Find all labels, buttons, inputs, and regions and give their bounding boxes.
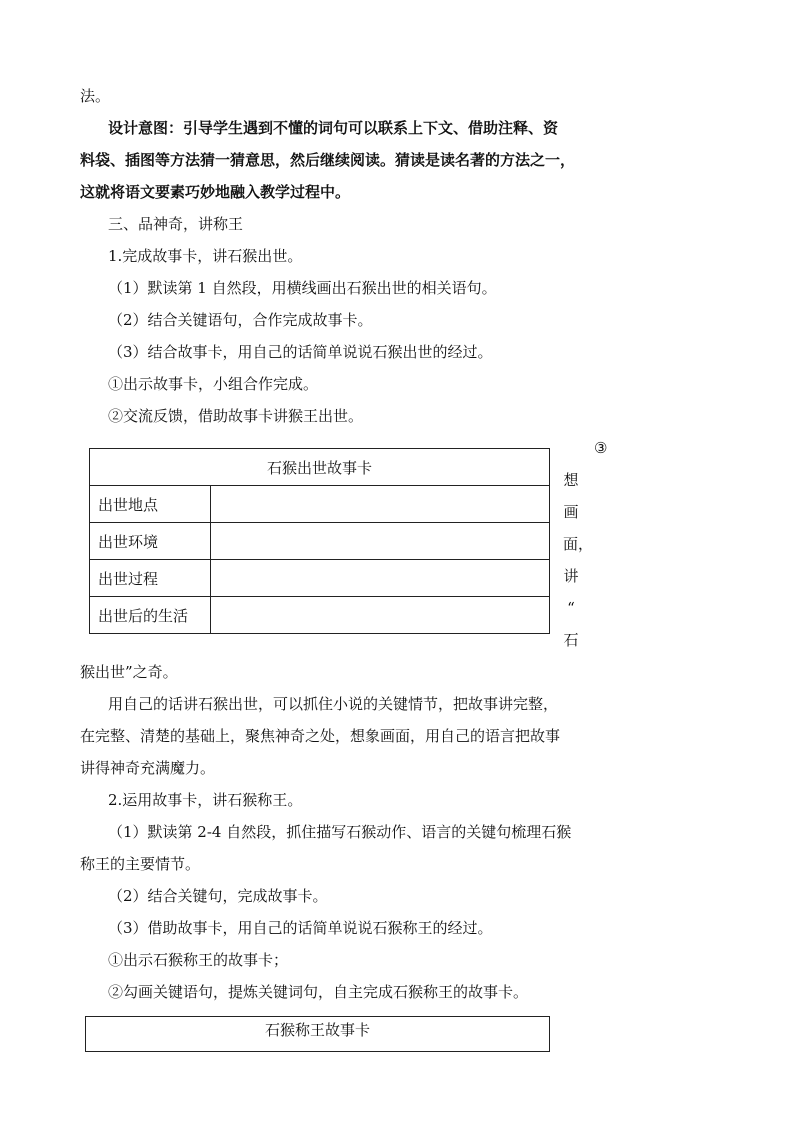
text-line: 2.运用故事卡，讲石猴称王。 bbox=[108, 791, 303, 809]
text-line: （2）结合关键语句，合作完成故事卡。 bbox=[108, 311, 373, 329]
text-line: ②勾画关键语句，提炼关键词句，自主完成石猴称王的故事卡。 bbox=[108, 983, 529, 1001]
row-label: 出世过程 bbox=[90, 560, 211, 597]
text-line: 在完整、清楚的基础上，聚焦神奇之处，想象画面，用自己的语言把故事 bbox=[80, 727, 561, 745]
blank-cell bbox=[211, 523, 550, 560]
text-line: ①出示故事卡，小组合作完成。 bbox=[108, 375, 319, 393]
text-line: 1.完成故事卡，讲石猴出世。 bbox=[108, 247, 303, 265]
text-line: 用自己的话讲石猴出世，可以抓住小说的关键情节，把故事讲完整， bbox=[108, 695, 559, 713]
blank-cell bbox=[211, 560, 550, 597]
table-row bbox=[90, 597, 550, 634]
text-line: 讲得神奇充满魔力。 bbox=[80, 759, 216, 777]
section-heading: 三、品神奇，讲称王 bbox=[108, 215, 244, 233]
side-char: 画 bbox=[563, 503, 579, 521]
text-line: （3）结合故事卡，用自己的话简单说说石猴出世的经过。 bbox=[108, 343, 493, 361]
side-char: 想 bbox=[563, 471, 579, 489]
row-label: 出世地点 bbox=[90, 486, 211, 523]
blank-cell bbox=[211, 597, 550, 634]
side-number: ③ bbox=[594, 439, 608, 457]
story-card-birth-table bbox=[89, 448, 550, 634]
side-char: 讲 bbox=[563, 567, 579, 585]
story-card-king-table bbox=[85, 1016, 550, 1052]
text-line: 猴出世”之奇。 bbox=[80, 663, 178, 681]
side-char: “ bbox=[567, 599, 575, 617]
text-line: 称王的主要情节。 bbox=[80, 855, 201, 873]
row-label: 出世环境 bbox=[90, 523, 211, 560]
text-line: （1）默读第 1 自然段，用横线画出石猴出世的相关语句。 bbox=[108, 279, 497, 297]
table-row bbox=[90, 523, 550, 560]
design-intent-line: 设计意图：引导学生遇到不懂的词句可以联系上下文、借助注释、资 bbox=[108, 119, 559, 137]
text-line: （1）默读第 2-4 自然段，抓住描写石猴动作、语言的关键句梳理石猴 bbox=[108, 823, 572, 841]
table-row bbox=[90, 560, 550, 597]
row-label: 出世后的生活 bbox=[90, 597, 211, 634]
side-char: 面， bbox=[563, 535, 594, 553]
side-char: 石 bbox=[563, 631, 579, 649]
text-line: 法。 bbox=[80, 87, 111, 105]
table-title: 石猴称王故事卡 bbox=[86, 1017, 550, 1052]
blank-cell bbox=[211, 486, 550, 523]
text-line: ①出示石猴称王的故事卡； bbox=[108, 951, 289, 969]
table-row bbox=[90, 486, 550, 523]
design-intent-line: 这就将语文要素巧妙地融入教学过程中。 bbox=[80, 183, 351, 201]
text-line: ②交流反馈，借助故事卡讲猴王出世。 bbox=[108, 407, 364, 425]
design-intent-line: 料袋、插图等方法猜一猜意思，然后继续阅读。猜读是读名著的方法之一， bbox=[80, 151, 576, 169]
text-line: （2）结合关键句，完成故事卡。 bbox=[108, 887, 328, 905]
table-title: 石猴出世故事卡 bbox=[90, 449, 550, 486]
text-line: （3）借助故事卡，用自己的话简单说说石猴称王的经过。 bbox=[108, 919, 493, 937]
